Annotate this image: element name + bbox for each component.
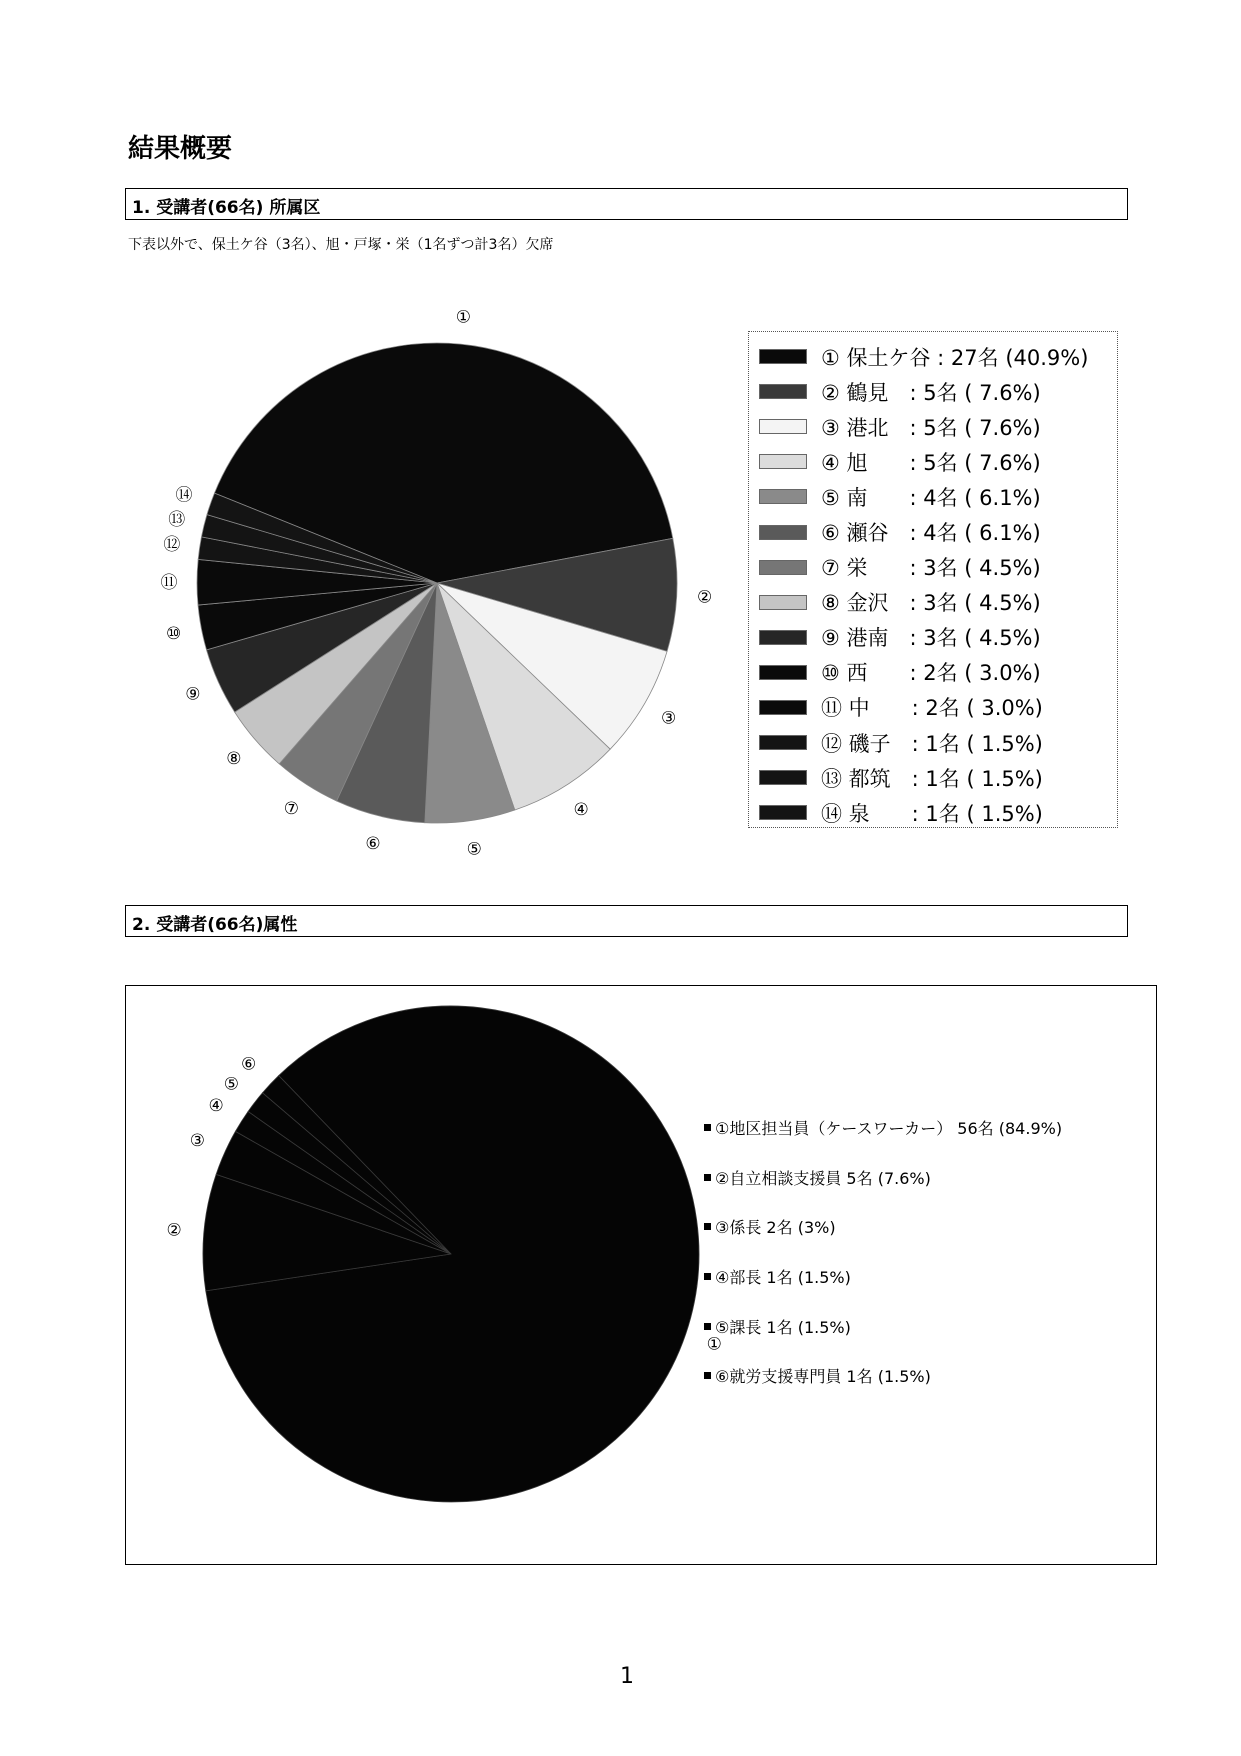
- legend-1-label: ⑩ 西 : 2名 ( 3.0%): [821, 661, 1041, 686]
- chart-1-slice-label-6: ⑥: [365, 834, 381, 855]
- legend-1-item: [759, 374, 1117, 409]
- legend-2-bullet: [704, 1273, 711, 1280]
- chart-1-slice-label-4: ④: [573, 799, 589, 820]
- legend-2-label: ④部長 1名 (1.5%): [715, 1268, 851, 1288]
- chart-1-slice-label-5: ⑤: [466, 839, 482, 860]
- legend-2-item: [704, 1301, 1062, 1351]
- legend-1-item: [759, 725, 1117, 760]
- legend-1-label: ⑪ 中 : 2名 ( 3.0%): [821, 696, 1043, 721]
- chart-2-slice-label-4: ④: [208, 1096, 224, 1117]
- chart-1-slice-label-10: ⑩: [166, 623, 182, 644]
- legend-1-label: ② 鶴見 : 5名 ( 7.6%): [821, 380, 1041, 405]
- legend-2-item: [704, 1103, 1062, 1153]
- legend-1-swatch: [759, 665, 807, 680]
- legend-1-item: [759, 409, 1117, 444]
- chart-1-slice-label-8: ⑧: [226, 748, 242, 769]
- legend-1-swatch: [759, 489, 807, 504]
- legend-1-swatch: [759, 454, 807, 469]
- legend-2-bullet: [704, 1124, 711, 1131]
- legend-1-label: ① 保土ケ谷 : 27名 (40.9%): [821, 345, 1089, 370]
- legend-1-item: [759, 339, 1117, 374]
- chart-1-slice-label-11: ⑪: [160, 573, 178, 594]
- legend-1-label: ⑨ 港南 : 3名 ( 4.5%): [821, 626, 1041, 651]
- legend-1-item: [759, 795, 1117, 830]
- chart-1-slice-label-2: ②: [697, 587, 713, 608]
- legend-1-label: ⑥ 瀬谷 : 4名 ( 6.1%): [821, 521, 1041, 546]
- legend-1-swatch: [759, 630, 807, 645]
- absence-note: 下表以外で、保土ケ谷（3名）、旭・戸塚・栄（1名ずつ計3名）欠席: [128, 237, 554, 253]
- legend-1-label: ⑦ 栄 : 3名 ( 4.5%): [821, 556, 1041, 581]
- legend-1-item: [759, 760, 1117, 795]
- legend-2-label: ⑤課長 1名 (1.5%): [715, 1317, 851, 1337]
- chart-1-slice-label-7: ⑦: [283, 799, 300, 819]
- chart-2-slice-label-3: ③: [189, 1131, 206, 1152]
- legend-1-item: [759, 620, 1117, 655]
- legend-2-bullet: [704, 1223, 711, 1230]
- legend-1-swatch: [759, 384, 807, 399]
- legend-1-item: [759, 479, 1117, 514]
- legend-1-swatch: [759, 770, 807, 785]
- chart-2-slice-label-2: ②: [166, 1220, 182, 1241]
- legend-1-item: [759, 690, 1117, 725]
- legend-1-swatch: [759, 560, 807, 575]
- legend-2-item: [704, 1153, 1062, 1203]
- legend-2-label: ③係長 2名 (3%): [715, 1218, 836, 1238]
- legend-2-label: ⑥就労支援専門員 1名 (1.5%): [715, 1367, 931, 1387]
- legend-1-label: ③ 港北 : 5名 ( 7.6%): [821, 415, 1041, 440]
- chart-1-legend: [748, 331, 1118, 828]
- legend-2-item: [704, 1202, 1062, 1252]
- legend-1-label: ⑧ 金沢 : 3名 ( 4.5%): [821, 591, 1041, 616]
- chart-1-slice-label-14: ⑭: [175, 485, 193, 506]
- page-number: 1: [620, 1664, 634, 1689]
- legend-1-swatch: [759, 419, 807, 434]
- chart-1-slice-label-3: ③: [661, 708, 677, 729]
- legend-1-label: ⑫ 磯子 : 1名 ( 1.5%): [821, 731, 1043, 756]
- legend-1-swatch: [759, 595, 807, 610]
- chart-1-slice-label-1: ①: [455, 307, 471, 328]
- chart-1-slice-label-12: ⑫: [163, 535, 181, 556]
- legend-1-label: ⑬ 都筑 : 1名 ( 1.5%): [821, 766, 1043, 791]
- section-2-header: 2. 受講者(66名)属性: [125, 905, 1128, 937]
- legend-1-swatch: [759, 349, 807, 364]
- legend-2-bullet: [704, 1174, 711, 1181]
- legend-1-label: ⑭ 泉 : 1名 ( 1.5%): [821, 801, 1043, 826]
- legend-1-label: ⑤ 南 : 4名 ( 6.1%): [821, 485, 1041, 510]
- legend-2-label: ②自立相談支援員 5名 (7.6%): [715, 1168, 931, 1188]
- legend-1-item: [759, 655, 1117, 690]
- legend-1-item: [759, 444, 1117, 479]
- legend-2-item: [704, 1351, 1062, 1401]
- legend-1-swatch: [759, 735, 807, 750]
- chart-1-slice-label-13: ⑬: [168, 509, 186, 530]
- chart-2-legend: [704, 1103, 1062, 1401]
- chart-1-slice-label-9: ⑨: [185, 684, 201, 705]
- legend-1-item: [759, 550, 1117, 585]
- legend-2-label: ①地区担当員（ケースワーカー） 56名 (84.9%): [715, 1119, 1063, 1139]
- legend-1-swatch: [759, 525, 807, 540]
- chart-2-slice-label-1: ①: [706, 1334, 722, 1355]
- chart-2-slice-label-6: ⑥: [240, 1054, 257, 1075]
- legend-1-swatch: [759, 700, 807, 715]
- page-title: 結果概要: [128, 134, 233, 164]
- legend-2-bullet: [704, 1372, 711, 1379]
- legend-2-bullet: [704, 1323, 711, 1330]
- legend-2-item: [704, 1252, 1062, 1302]
- chart-2-slice-label-5: ⑤: [223, 1074, 240, 1095]
- section-1-header: 1. 受講者(66名) 所属区: [125, 188, 1128, 220]
- legend-1-label: ④ 旭 : 5名 ( 7.6%): [821, 450, 1041, 475]
- legend-1-item: [759, 585, 1117, 620]
- legend-1-swatch: [759, 805, 807, 820]
- legend-1-item: [759, 514, 1117, 549]
